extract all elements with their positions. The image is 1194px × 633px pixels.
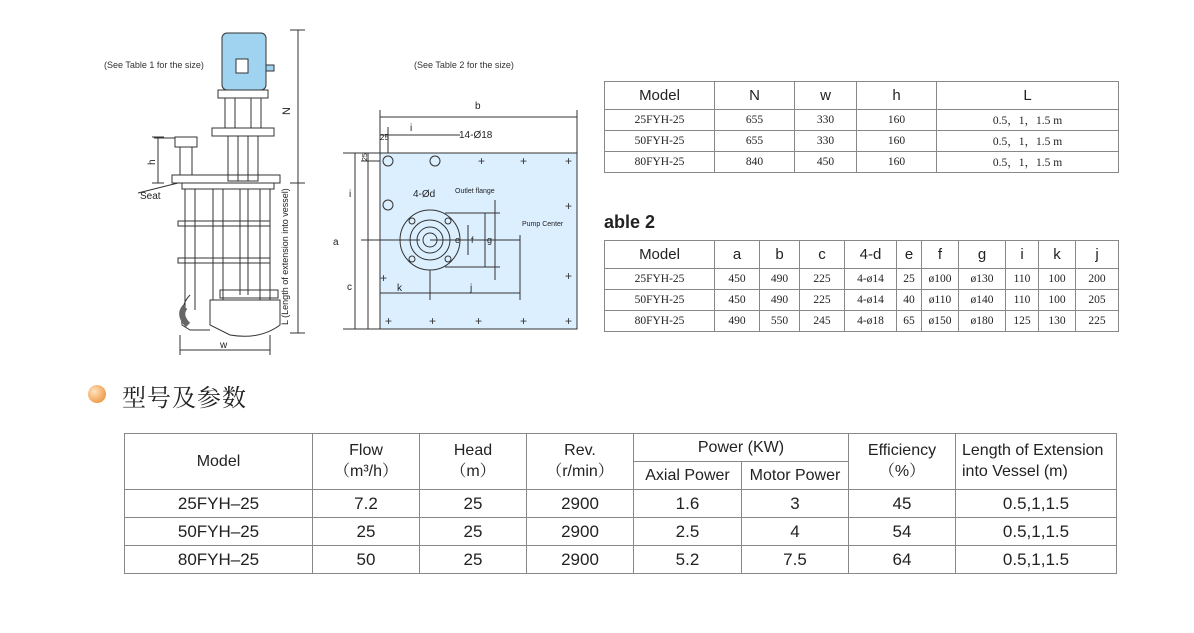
cell: 7.2 [313,490,420,518]
cell: ø140 [959,290,1006,311]
th-L: L [937,82,1119,110]
cell: ø150 [922,311,959,332]
svg-text:+: + [565,269,573,283]
cell: 50FYH–25 [125,518,313,546]
table-row [605,152,1119,173]
dim-i-left: i [349,189,352,200]
cell: 50FYH-25 [605,131,715,152]
parameters-table [124,433,1117,574]
cell: 330 [795,131,857,152]
cell: 0.5,1,1.5 [956,546,1117,574]
cell: 840 [715,152,795,173]
cell: 50 [313,546,420,574]
svg-text:+: + [520,154,528,168]
th-N: N [715,82,795,110]
cell: 490 [760,290,800,311]
th-4d: 4-d [845,241,897,269]
cell: 225 [1076,311,1119,332]
table-3-header-row-1 [125,434,1117,462]
th-flow [313,434,420,490]
pump-elevation-drawing [130,25,310,360]
th-power: Power (KW) [634,434,849,462]
cell: 110 [1006,290,1039,311]
cell: 0.5，1，1.5 m [937,152,1119,173]
cell: 100 [1039,290,1076,311]
cell: 0.5，1，1.5 m [937,110,1119,131]
dim-w: w [220,340,228,351]
table-row [125,546,1117,574]
seat-label: Seat [140,191,161,202]
eff-unit: （%） [878,462,926,480]
cell: 4 [742,518,849,546]
svg-text:+: + [385,314,393,328]
table-2-header [605,241,1119,269]
cell: 25 [420,490,527,518]
svg-text:+: + [520,314,528,328]
dim-c: c [347,282,352,293]
cell: 7.5 [742,546,849,574]
cell: 25FYH–25 [125,490,313,518]
cell: 0.5，1，1.5 m [937,131,1119,152]
mounting-plan-drawing [325,95,590,340]
head-unit: （m） [450,462,496,480]
cell: 25 [897,269,922,290]
cell: 0.5,1,1.5 [956,518,1117,546]
cell: 655 [715,110,795,131]
cell: 64 [849,546,956,574]
cell: 3 [742,490,849,518]
eff-label: Efficiency [867,441,937,459]
cell: 54 [849,518,956,546]
cell: 2900 [527,518,634,546]
dim-k: k [397,283,402,294]
th-model: Model [125,434,313,490]
figure2-note: (See Table 2 for the size) [414,60,514,70]
dim-a: a [333,237,339,248]
cell: ø110 [922,290,959,311]
dim-i-top: i [410,123,413,134]
cell: 65 [897,311,922,332]
dim-h: h [147,159,158,165]
th-motor: Motor Power [742,462,849,490]
cell: 130 [1039,311,1076,332]
cell: 550 [760,311,800,332]
th-axial: Axial Power [634,462,742,490]
svg-text:+: + [380,271,388,285]
cell: ø180 [959,311,1006,332]
cell: ø100 [922,269,959,290]
table-row [605,311,1119,332]
flow-label: Flow [349,441,383,459]
cell: 25 [420,518,527,546]
th-efficiency [849,434,956,490]
cell: 2900 [527,546,634,574]
cell: 160 [857,110,937,131]
th-c: c [800,241,845,269]
cell: 25FYH-25 [605,110,715,131]
holes-label: 14-Ø18 [459,130,493,141]
cell: 4-ø18 [845,311,897,332]
svg-text:+: + [565,314,573,328]
cell: 2.5 [634,518,742,546]
th-model: Model [605,82,715,110]
cell: 100 [1039,269,1076,290]
th-f: f [922,241,959,269]
cell: 25 [313,518,420,546]
cell: 80FYH-25 [605,152,715,173]
table-row [125,518,1117,546]
section-bullet-icon [88,385,106,403]
cell: 125 [1006,311,1039,332]
cell: 330 [795,110,857,131]
table-2-label: able 2 [604,212,656,232]
th-k: k [1039,241,1076,269]
svg-text:+: + [478,154,486,168]
dim-j: j [470,283,473,294]
th-head [420,434,527,490]
pump-center-label: Pump Center [522,221,564,228]
cell: 450 [715,269,760,290]
cell: 50FYH-25 [605,290,715,311]
cell: 655 [715,131,795,152]
cell: 490 [715,311,760,332]
cell: 5.2 [634,546,742,574]
th-rev [527,434,634,490]
cell: 4-ø14 [845,290,897,311]
cell: 200 [1076,269,1119,290]
cell: ø130 [959,269,1006,290]
cell: 225 [800,269,845,290]
cell: 4-ø14 [845,269,897,290]
th-model: Model [605,241,715,269]
th-length: Length of Extension into Vessel (m) [956,434,1117,490]
th-h: h [857,82,937,110]
cell: 160 [857,152,937,173]
cell: 450 [715,290,760,311]
table-row [605,290,1119,311]
dim-N: N [281,107,293,115]
rev-label: Rev. [564,441,596,459]
svg-text:+: + [565,154,573,168]
flow-unit: （m³/h） [333,462,398,480]
outlet-flange-label: Outlet flange [455,188,495,195]
th-w: w [795,82,857,110]
table-row [605,110,1119,131]
cell: 225 [800,290,845,311]
dim-e: e [455,235,461,245]
dim-g: g [487,235,493,245]
cell: 1.6 [634,490,742,518]
cell: 245 [800,311,845,332]
cell: 40 [897,290,922,311]
th-i: i [1006,241,1039,269]
table-2 [604,240,1119,332]
th-g: g [959,241,1006,269]
section-title: 型号及参数 [122,384,247,412]
th-e: e [897,241,922,269]
cell: 490 [760,269,800,290]
dim-25-top: 25 [380,133,389,142]
cell: 110 [1006,269,1039,290]
cell: 2900 [527,490,634,518]
svg-text:+: + [565,199,573,213]
cell: 25 [420,546,527,574]
head-label: Head [453,441,493,459]
fourd-label: 4-Ød [413,189,436,200]
table-row [605,269,1119,290]
svg-text:+: + [429,314,437,328]
cell: 0.5,1,1.5 [956,490,1117,518]
cell: 45 [849,490,956,518]
dim-L: L (Length of extension into vessel) [280,188,290,325]
dim-25-left: 25 [362,153,369,161]
th-b: b [760,241,800,269]
svg-text:+: + [475,314,483,328]
cell: 205 [1076,290,1119,311]
cell: 80FYH–25 [125,546,313,574]
cell: 450 [795,152,857,173]
table-row [125,490,1117,518]
cell: 160 [857,131,937,152]
cell: 80FYH-25 [605,311,715,332]
th-a: a [715,241,760,269]
rev-unit: （r/min） [546,462,614,480]
th-j: j [1076,241,1119,269]
figure1-note: (See Table 1 for the size) [104,60,204,70]
table-1 [604,81,1119,173]
dim-b: b [475,101,481,112]
cell: 25FYH-25 [605,269,715,290]
table-row [605,131,1119,152]
dim-f: f [471,235,474,245]
table-1-header [605,82,1119,110]
